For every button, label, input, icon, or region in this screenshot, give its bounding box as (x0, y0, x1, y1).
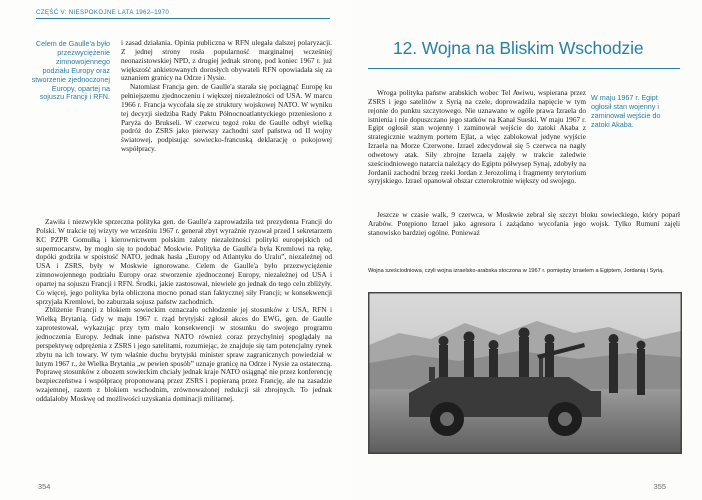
photograph-six-day-war-icon (368, 292, 682, 454)
running-head: CZĘŚĆ V: NIESPOKOJNE LATA 1962–1970 (36, 9, 170, 16)
paragraph: Zbliżenie Francji z blokiem sowieckim oznaczało ochłodzenie jej stosunków z USA, RFN i Wielką Brytanią. Gdy w maju 1967 r. rząd brytyjski zgłosił akces do EWG, gen. de Gaulle zaprotestował, wykazując przy tym mało konsekwencji w stosunku do swojego programu jednoczenia Europy. Jednak inne państwa NATO również coraz przychylniej spoglądały na perspektywę odprężenia z ZSRS i jego satelitami, rozumiejąc, że znajduje się tam potencjalny rynek zbytu na ich towary. W tym właśnie duchu brytyjski minister spraw zagranicznych powiedział w lutym 1967 r., że Wielka Brytania „w pewien sposób” uznaje granicę na Odrze i Nysie za ostateczną. Poprawę stosunków z obozem sowieckim chciały jednak kraje NATO osiągnąć nie przez konferencję bezpieczeństwa i współpracę proponowaną przez ZSRS i popieraną przez Francję, ale na zasadzie wzajemnej, razem z blokiem wschodnim, zrównoważonej redukcji sił zbrojnych. To jednak oddalałoby Moskwę od możliwości uzyskania dominacji militarnej. (36, 305, 332, 403)
right-page (351, 0, 702, 500)
paragraph: i zasad działania. Opinia publiczna w RFN ulegała dalszej polaryzacji. Z jednej strony rosła popularność marginalnej wcześniej neonazistowskiej NPD, z drugiej jednak stronę, pod koniec 1967 r. już większość ankietowanych dorosłych obywateli RFN opowiadała się za uznaniem granicy na Odrze i Nysie. (121, 38, 332, 83)
body-text-lower (368, 211, 680, 238)
paragraph: Jeszcze w czasie walk, 9 czerwca, w Moskwie zebrał się szczyt bloku sowieckiego, który poparł Arabów. Potępiono Izrael jako agresora i zażądano wycofania jego wojsk. Tylko Rumuni zajęli stanowisko bardziej ogólne. Ponieważ (368, 210, 680, 237)
paragraph: Natomiast Francja gen. de Gaulle'a starała się pociągnąć Europę ku pełniejszemu zjednoczeniu i większej niezależności od USA. W marcu 1966 r. Francja wycofała się ze struktury wojskowej NATO. W wyniku tej decyzji siedziba Rady Paktu Północnoatlantyckiego przeniesiono z Paryża do Brukseli. W czerwcu tegoż roku de Gaulle odbył wielką podróż do ZSRS jako pierwszy zachodni szef państwa od II wojny światowej, podpisując sowiecko-francuską deklarację o pokojowej współpracy. (121, 82, 332, 154)
body-text-upper (368, 89, 586, 186)
page-number: 355 (653, 482, 666, 491)
running-head-rule (36, 18, 330, 19)
body-text-upper (121, 39, 332, 154)
paragraph: Wroga polityka państw arabskich wobec Tel Awiwu, wspierana przez ZSRS i jego satelitów z Syrią na czele, doprowadziła napięcie w tym rejonie do punktu szczytowego. Nie uznawano w ogóle prawa Izraela do istnienia i nie dopuszczano jego statków na Kanał Sueski. W maju 1967 r. Egipt ogłosił stan wojenny i zaminował wejście do zatoki Akaba z strategicznie ważnym portem Ejlat, a więc zablokował jedyne wyjście Izraela na Morze Czerwone. Izrael zdecydował się 5 czerwca na nagły odwetowy atak. Siły zbrojne Izraela zajęły w trakcie zaledwie sześciodniowego natarcia należący do Egiptu półwysep Synaj, zdobyły na Jordanii zachodni brzeg rzeki Jordan z Jerozolimą i fragmenty terytorium syryjskiego. Izrael opanował obszar czterokrotnie większy od swojego. (368, 88, 586, 186)
chapter-title: 12. Wojna na Bliskim Wschodzie (393, 38, 644, 58)
body-text-lower (36, 218, 332, 404)
page-number: 354 (38, 482, 51, 491)
margin-note: W maju 1967 r. Egipt ogłosił stan wojenny i zaminował wejście do zatoki Akaba. (591, 93, 661, 129)
paragraph: Zawiła i niezwykle sprzeczna polityka gen. de Gaulle'a zaprowadziła też prezydenta Francji do Polski. W trakcie tej wizyty we wrześniu 1967 r. generał zbyt wyraźnie ryzował przed I sekretarzem KC PZPR Gomułką i kierownictwem polskim zalety niezależności polityki europejskich od supermocarstw, by mogło się to podobać Moskwie. Polityka de Gaulle'a była Kremlowi na rękę, dopóki godziła w spoistość NATO, jednak hasła „Europy od Atlantyku do Uralu”, niezależnej od USA i ZSRS, były w Moskwie ignorowane. Celem de Gaulle'a było przezwyciężenie zimnowojennego podziału Europy oraz stworzenie zjednoczonej Europy, niezależnej od USA i opartej na sojuszu Francji i RFN. Środki, jakie zastosował, niewiele go jednak do tego celu zbliżyły. Co więcej, jego polityka była obliczona mocno ponad stan faktycznej siły Francji; w konsekwencji sprzyjała Kremlowi, bo zaburzała sojusz państw zachodnich. (36, 217, 332, 306)
margin-note: Celem de Gaulle'a było przezwyciężenie zimnowojennego podziału Europy oraz stworzenie zjednoczonej Europy, opartej na sojuszu Francji i RFN. (31, 39, 110, 102)
photo-caption: Wojna sześciodniowa, czyli wojna izraelsko-arabska stoczona w 1967 r. pomiędzy Izraelem a Egiptem, Jordanią i Syrią. (368, 268, 664, 274)
chapter-title-rule (368, 68, 680, 69)
